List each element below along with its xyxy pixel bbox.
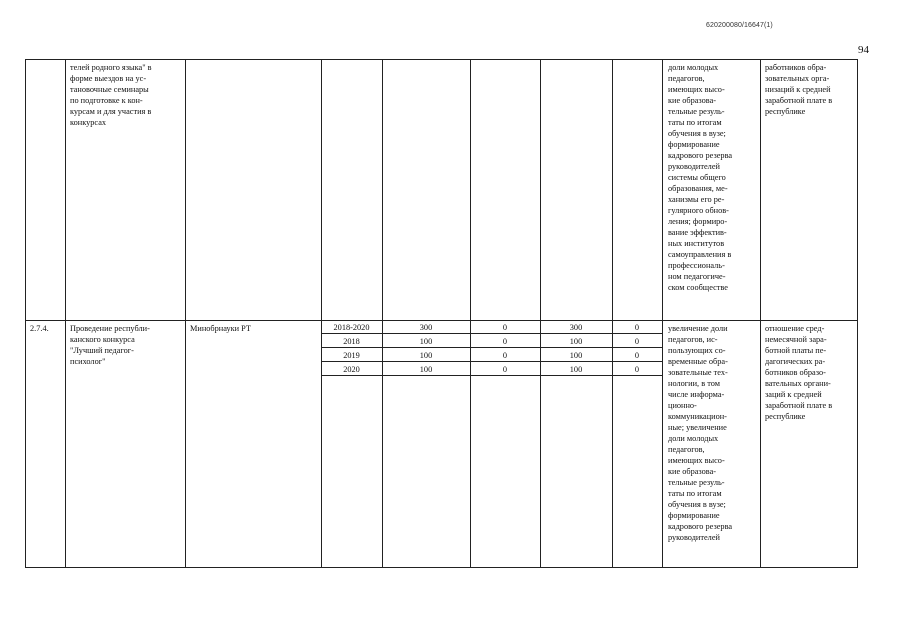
year-divider — [321, 361, 662, 362]
total-cell: 100 — [419, 351, 433, 360]
funding-cell: 0 — [634, 323, 640, 332]
year-divider — [321, 333, 662, 334]
row2-number: 2.7.4. — [30, 324, 49, 333]
row1-result: доли молодых педагогов, имеющих высо- кие образова- тельные резуль- таты по итогам обучения в вузе; формирование кадрового резерва руководителей системы общего образования, ме- ханизмы его ре- гулярного обнов- ления; формиро- вание эффектив- ных институтов самоуправления в профессиональ- ном педагогиче- ском сообществе — [668, 63, 733, 292]
column-border — [760, 59, 761, 568]
column-border — [65, 59, 66, 568]
year-divider — [321, 375, 662, 376]
total-cell: 300 — [419, 323, 433, 332]
column-border — [382, 59, 383, 568]
row1-activity: телей родного языка" в форме выездов на ус- тановочные семинары по подготовке к кон- курсам и для участия в конкурсах — [70, 63, 152, 127]
funding-cell: 100 — [569, 351, 583, 360]
total-cell: 100 — [419, 337, 433, 346]
table-top-border — [25, 59, 858, 60]
funding-cell: 0 — [502, 337, 508, 346]
funding-cell: 0 — [502, 365, 508, 374]
year-cell: 2020 — [343, 365, 360, 374]
page-number: 94 — [858, 44, 869, 56]
year-divider — [321, 347, 662, 348]
funding-cell: 0 — [502, 351, 508, 360]
year-cell: 2018-2020 — [333, 323, 370, 332]
column-border — [857, 59, 858, 568]
row2-executor: Минобрнауки РТ — [190, 324, 251, 333]
funding-cell: 100 — [569, 365, 583, 374]
funding-cell: 0 — [634, 337, 640, 346]
funding-cell: 100 — [569, 337, 583, 346]
column-border — [25, 59, 26, 568]
column-border — [321, 59, 322, 568]
row1-indicator: работников обра- зовательных орга- низаций к средней заработной плате в республике — [765, 63, 833, 116]
funding-cell: 300 — [569, 323, 583, 332]
column-border — [470, 59, 471, 568]
row-divider — [25, 320, 858, 321]
column-border — [540, 59, 541, 568]
total-cell: 100 — [419, 365, 433, 374]
row2-result: увеличение доли педагогов, ис- пользующих со- временные обра- зовательные тех- нологии, в том числе информа- ционно- коммуникацион- ные; увеличение доли молодых педагогов, имеющих высо- кие образова- тельные резуль- таты по итогам обучения в вузе; формирование кадрового резерва руководителей — [668, 324, 733, 542]
year-cell: 2018 — [343, 337, 360, 346]
row2-activity: Проведение республи- канского конкурса "Лучший педагог- психолог" — [70, 324, 150, 366]
year-cell: 2019 — [343, 351, 360, 360]
funding-cell: 0 — [634, 365, 640, 374]
column-border — [612, 59, 613, 568]
funding-cell: 0 — [502, 323, 508, 332]
document-id: 620200080/16647(1) — [706, 22, 773, 29]
column-border — [185, 59, 186, 568]
funding-cell: 0 — [634, 351, 640, 360]
row2-indicator: отношение сред- немесячной зара- ботной платы пе- дагогических ра- ботников образо- вательных органи- заций к средней заработной плате в республике — [765, 324, 833, 421]
table-bottom-border — [25, 567, 858, 568]
column-border — [662, 59, 663, 568]
